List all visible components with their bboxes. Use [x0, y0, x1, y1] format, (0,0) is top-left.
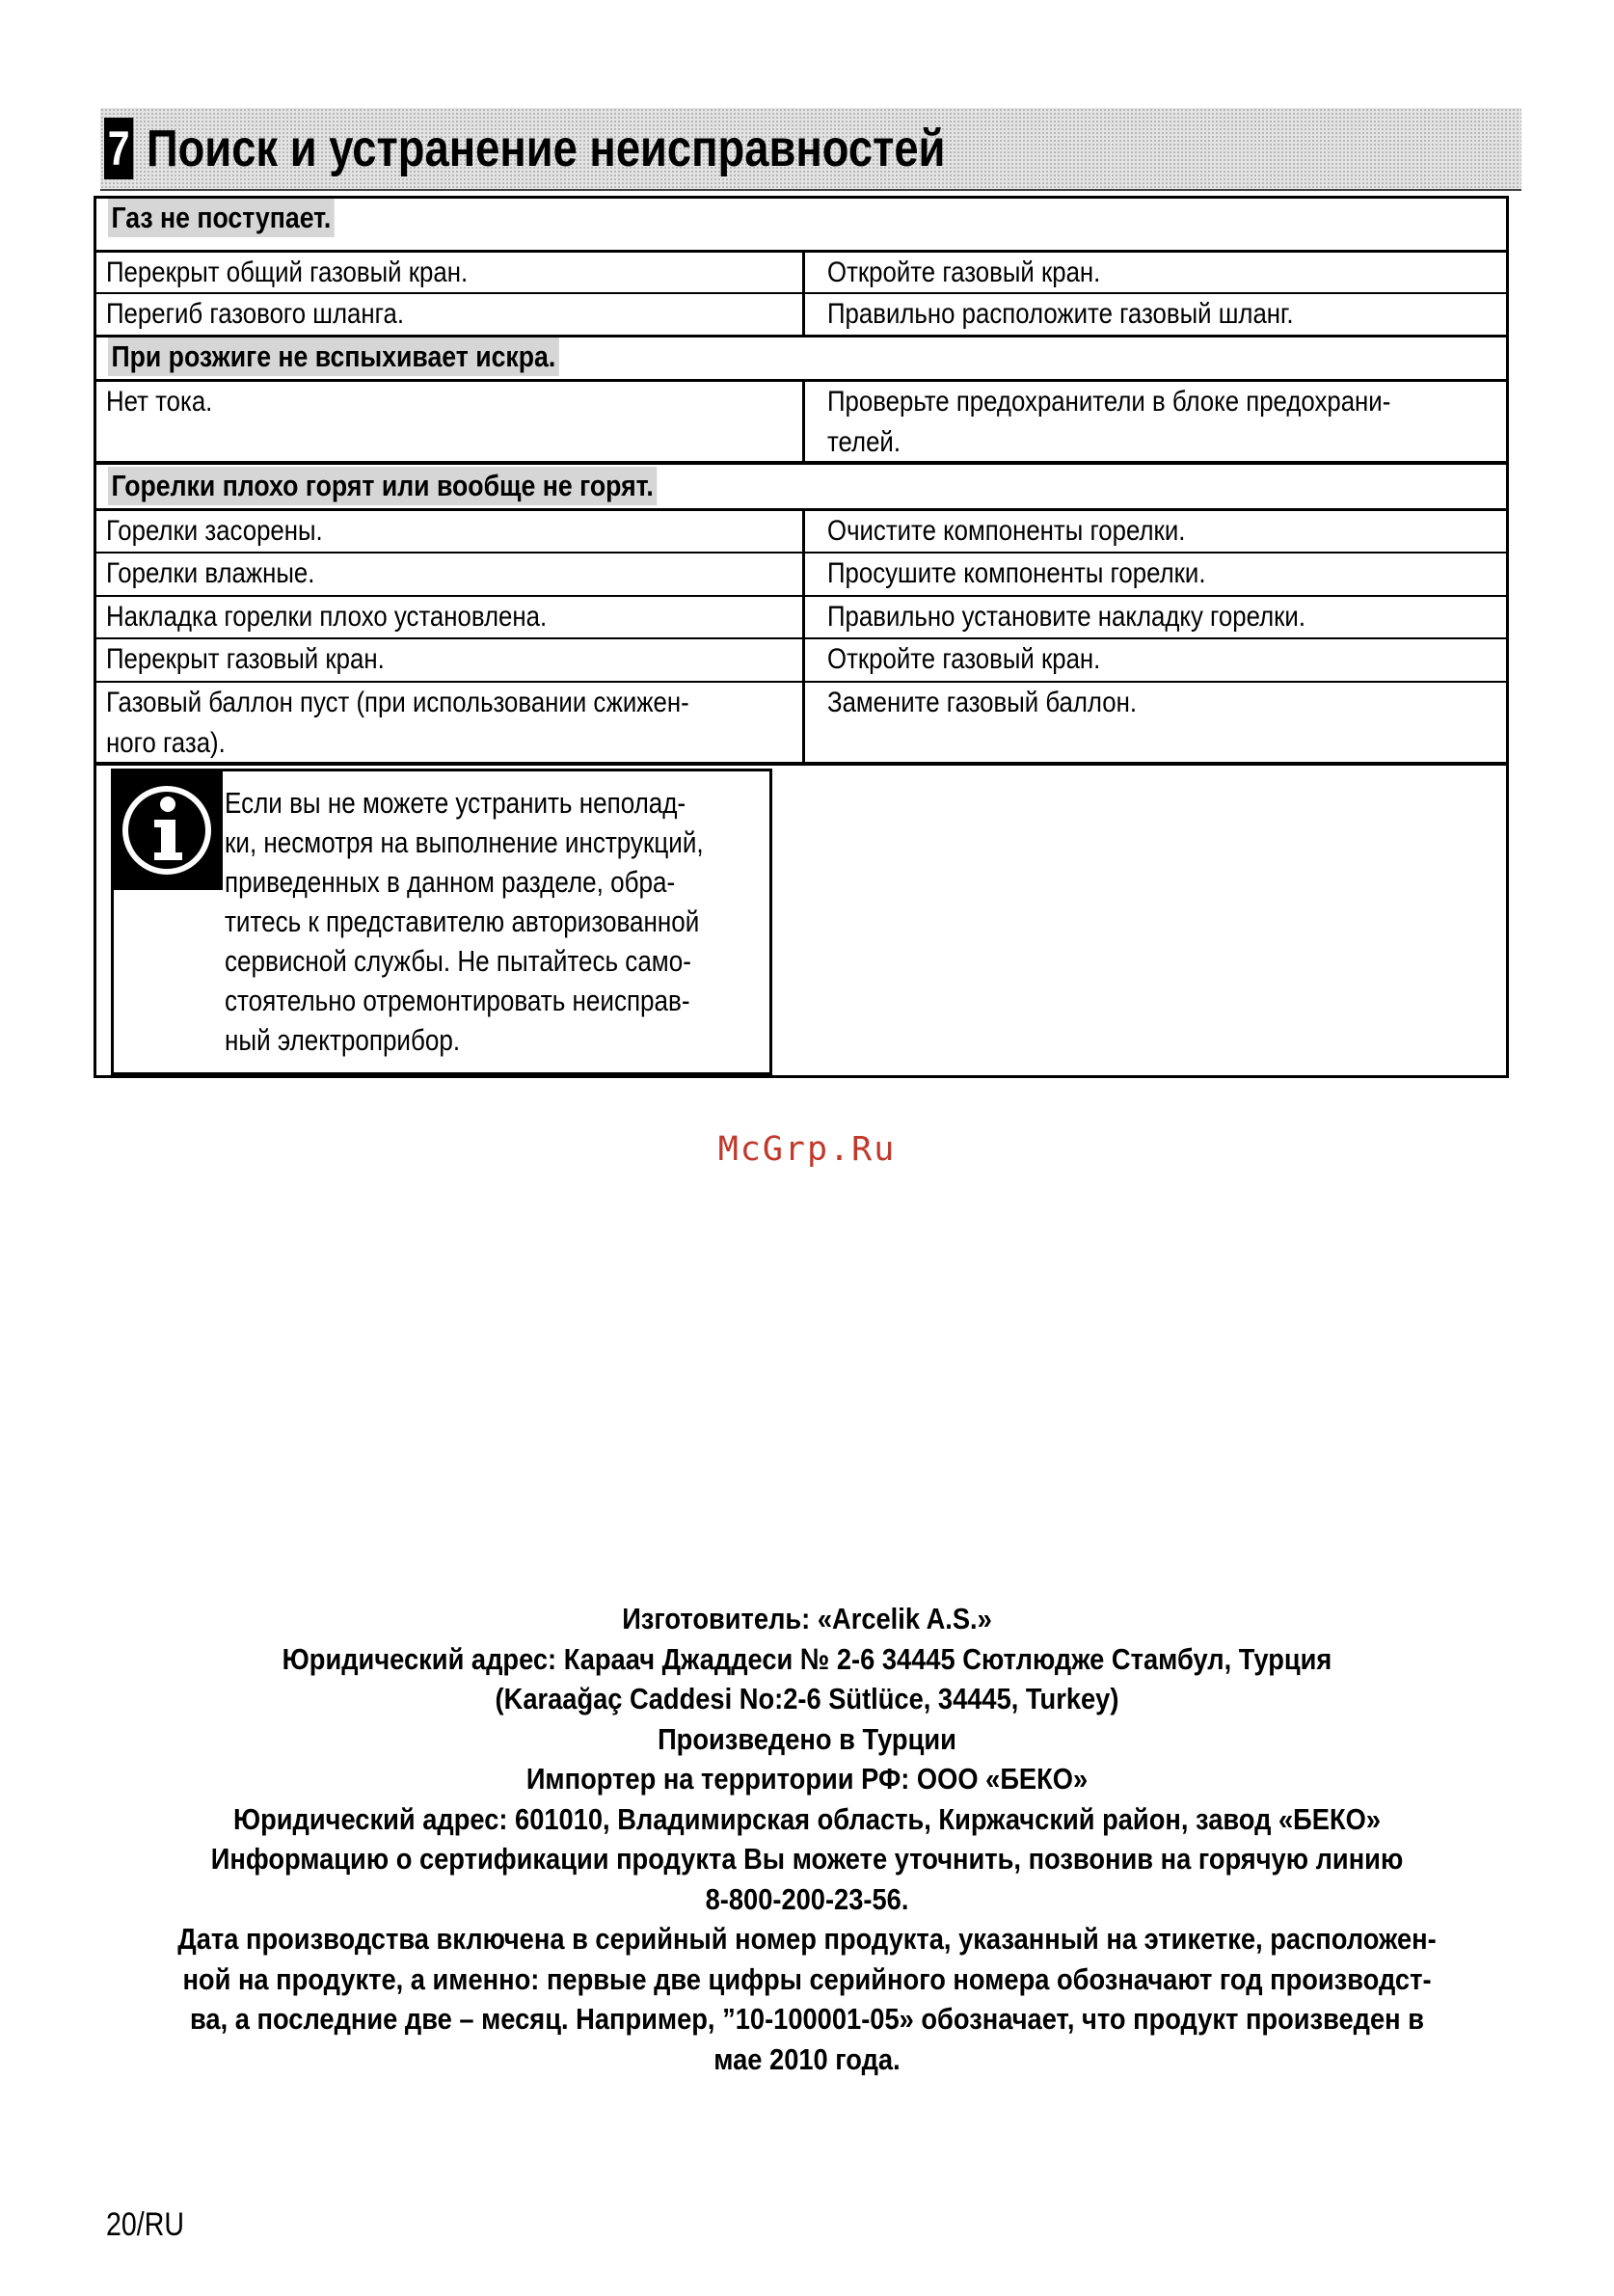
troubleshooting-table — [94, 196, 1509, 1078]
section-title-no-gas: Газ не поступает. — [108, 199, 335, 237]
table-cell-problem: Горелки влажные. — [106, 557, 315, 589]
table-cell-solution: Просушите компоненты горелки. — [827, 557, 1206, 589]
footer-line: Произведено в Турции — [658, 1721, 956, 1756]
watermark: McGrp.Ru — [717, 1130, 897, 1169]
table-cell-solution: Откройте газовый кран. — [827, 643, 1101, 675]
footer-line: Импортер на территории РФ: ООО «БЕКО» — [525, 1762, 1089, 1796]
info-note-text: Если вы не можете устранить неполад- ки, несмотря на выполнение инструкций, приведенных в данном разделе, обра- титесь к представителю авторизованной сервисной службы. Не пытайтесь само- стоятельно отремонтировать неисправ- ный электроприбор. — [225, 786, 704, 1057]
footer-line: Информацию о сертификации продукта Вы можете уточнить, позвонив на горячую линию — [210, 1842, 1404, 1876]
chapter-title: Поиск и устранение неисправностей — [147, 120, 946, 177]
section-title-no-spark: При розжиге не вспыхивает искра. — [108, 338, 559, 376]
footer-line: Юридический адрес: 601010, Владимирская область, Киржачский район, завод «БЕКО» — [232, 1801, 1382, 1836]
footer-line: ва, а последние две – месяц. Например, ”10-100001-05» обозначает, что продукт произведен в — [189, 2002, 1424, 2036]
table-cell-problem: Нет тока. — [106, 386, 213, 418]
table-cell-solution: Очистите компоненты горелки. — [827, 515, 1186, 547]
manufacturer-info — [58, 1599, 1556, 2079]
footer-line: Юридический адрес: Караач Джаддеси № 2-6 34445 Сютлюдже Стамбул, Турция — [282, 1641, 1332, 1676]
table-cell-solution: Проверьте предохранители в блоке предохрани- телей. — [827, 386, 1391, 458]
table-cell-problem: Перекрыт газовый кран. — [106, 643, 385, 675]
table-cell-solution: Правильно расположите газовый шланг. — [827, 298, 1294, 330]
table-cell-problem: Накладка горелки плохо установлена. — [106, 601, 548, 633]
footer-line: ной на продукте, а именно: первые две цифры серийного номера обозначают год производст- — [182, 1961, 1432, 1996]
header-rule — [100, 189, 1521, 191]
table-cell-solution: Правильно установите накладку горелки. — [827, 601, 1306, 633]
chapter-number: 7 — [104, 118, 133, 179]
table-cell-problem: Горелки засорены. — [106, 515, 323, 547]
table-cell-problem: Перегиб газового шланга. — [106, 298, 404, 330]
footer-line: мае 2010 года. — [713, 2041, 901, 2076]
info-note — [111, 769, 772, 1075]
table-cell-solution: Замените газовый баллон. — [827, 687, 1138, 718]
table-cell-problem: Перекрыт общий газовый кран. — [106, 257, 469, 288]
section-title-burners: Горелки плохо горят или вообще не горят. — [108, 467, 657, 505]
table-cell-solution: Откройте газовый кран. — [827, 257, 1101, 288]
info-icon — [114, 771, 223, 890]
footer-line: (Karaağaç Caddesi No:2-6 Sütlüce, 34445, Turkey) — [495, 1682, 1119, 1715]
table-cell-problem: Газовый баллон пуст (при использовании сжижен- ного газа). — [106, 687, 689, 759]
page-number: 20/RU — [106, 2206, 184, 2243]
footer-line: 8-800-200-23-56. — [705, 1881, 909, 1916]
footer-line: Изготовитель: «Arcelik A.S.» — [622, 1602, 992, 1635]
footer-line: Дата производства включена в серийный номер продукта, указанный на этикетке, расположен- — [177, 1922, 1437, 1956]
